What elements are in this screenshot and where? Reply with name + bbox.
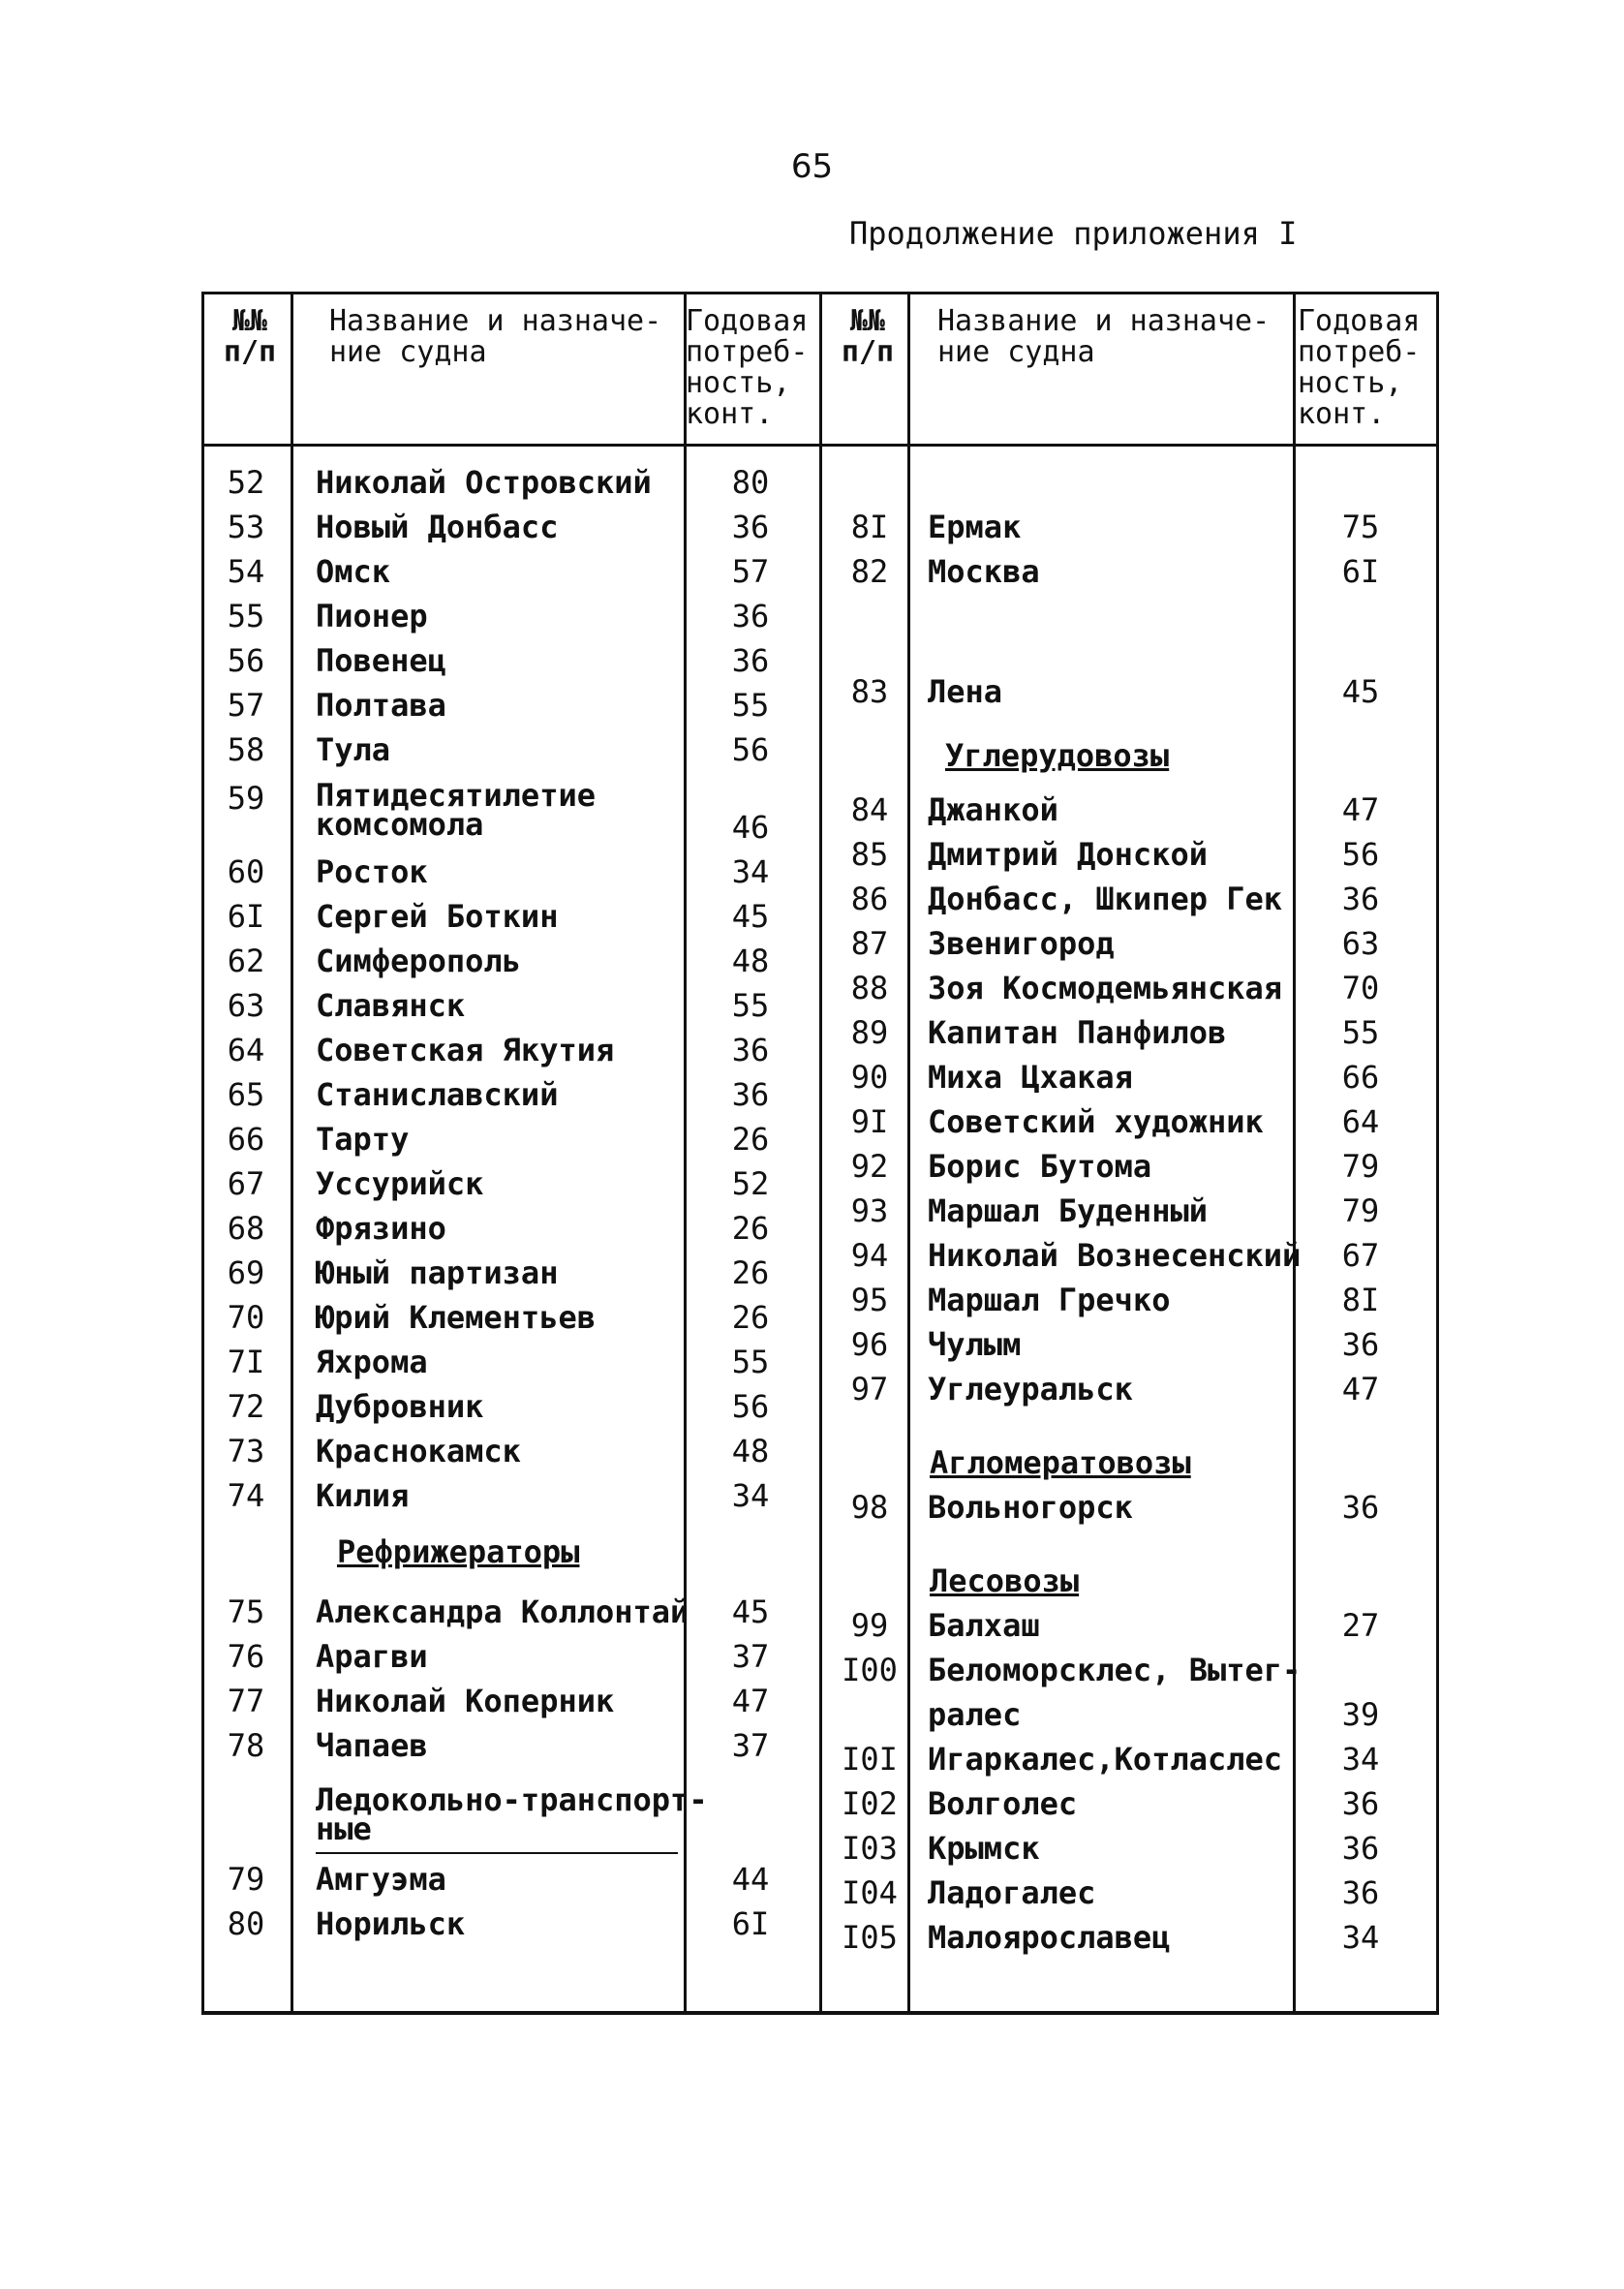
- header-need-left: Годовая потреб- ность, конт.: [686, 304, 809, 431]
- left-row-number: 75: [227, 1593, 265, 1630]
- right-row-annual-need: 39: [1341, 1696, 1380, 1733]
- right-row-annual-need: 27: [1341, 1607, 1380, 1644]
- left-row-annual-need: 56: [731, 731, 770, 768]
- column-divider: [819, 292, 822, 2015]
- left-row-number: 6I: [227, 898, 265, 935]
- left-row-annual-need: 55: [731, 987, 770, 1024]
- left-row-annual-need: 26: [731, 1254, 770, 1291]
- right-row-annual-need: 47: [1341, 791, 1380, 828]
- left-row-number: 62: [227, 943, 265, 979]
- left-row-annual-need: 52: [731, 1165, 770, 1202]
- right-row-annual-need: 79: [1341, 1148, 1380, 1185]
- right-row-number: 98: [850, 1489, 889, 1526]
- right-row-ship-name: Ермак: [928, 509, 1022, 545]
- left-row-ship-name: Фрязино: [316, 1210, 446, 1247]
- left-row-number: 76: [227, 1638, 265, 1675]
- left-row-ship-name: Сергей Боткин: [316, 898, 559, 935]
- left-row-number: 53: [227, 509, 265, 545]
- left-row-annual-need: 55: [731, 1344, 770, 1380]
- left-row-number: 77: [227, 1683, 265, 1719]
- left-row-ship-name: Александра Коллонтай: [316, 1593, 689, 1630]
- right-row-annual-need: 34: [1341, 1919, 1380, 1956]
- right-row-annual-need: 55: [1341, 1014, 1380, 1051]
- right-row-annual-need: 67: [1341, 1237, 1380, 1274]
- right-row-ship-name: ралес: [928, 1696, 1022, 1733]
- left-row-ship-name: Симферополь: [316, 943, 521, 979]
- right-row-annual-need: 36: [1341, 881, 1380, 917]
- right-row-ship-name: Москва: [928, 553, 1040, 590]
- right-row-number: 88: [850, 970, 889, 1006]
- left-row-ship-name: Полтава: [316, 687, 446, 724]
- right-row-ship-name: Лена: [928, 673, 1003, 710]
- right-row-number: 93: [850, 1192, 889, 1229]
- section-refrigerators: Рефрижераторы: [337, 1533, 580, 1570]
- left-row-ship-name: Советская Якутия: [316, 1032, 615, 1068]
- left-row-number: 59: [227, 780, 265, 817]
- right-row-number: 82: [850, 553, 889, 590]
- right-row-number: 96: [850, 1326, 889, 1363]
- left-row-number: 7I: [227, 1344, 265, 1380]
- right-row-annual-need: 79: [1341, 1192, 1380, 1229]
- left-row-annual-need: 37: [731, 1638, 770, 1675]
- right-row-ship-name: Николай Вознесенский: [928, 1237, 1302, 1274]
- left-row-number: 67: [227, 1165, 265, 1202]
- left-row-ship-name: Повенец: [316, 642, 446, 679]
- right-row-annual-need: 36: [1341, 1489, 1380, 1526]
- left-row-number: 74: [227, 1477, 265, 1514]
- right-row-annual-need: 75: [1341, 509, 1380, 545]
- left-row-annual-need: 45: [731, 1593, 770, 1630]
- left-row-ship-name: Арагви: [316, 1638, 428, 1675]
- header-divider: [201, 444, 1439, 447]
- left-row-ship-name: Тарту: [316, 1121, 410, 1158]
- left-row-annual-need: 48: [731, 1433, 770, 1469]
- left-row-annual-need: 46: [731, 809, 770, 846]
- left-row-annual-need: 6I: [731, 1905, 770, 1942]
- right-row-ship-name: Миха Цхакая: [928, 1059, 1133, 1096]
- right-row-number: I04: [842, 1874, 898, 1911]
- left-row-number: 78: [227, 1727, 265, 1764]
- left-row-number: 57: [227, 687, 265, 724]
- right-row-number: 95: [850, 1282, 889, 1318]
- left-row-number: 54: [227, 553, 265, 590]
- left-row-number: 73: [227, 1433, 265, 1469]
- right-row-ship-name: Волголес: [928, 1785, 1078, 1822]
- right-row-annual-need: 64: [1341, 1103, 1380, 1140]
- right-row-number: 84: [850, 791, 889, 828]
- left-row-ship-name: Норильск: [316, 1905, 466, 1942]
- left-row-number: 52: [227, 464, 265, 501]
- left-row-number: 69: [227, 1254, 265, 1291]
- left-row-number: 56: [227, 642, 265, 679]
- right-row-number: 90: [850, 1059, 889, 1096]
- left-row-number: 80: [227, 1905, 265, 1942]
- left-row-number: 60: [227, 853, 265, 890]
- section-underline: [316, 1852, 678, 1854]
- right-row-number: I0I: [842, 1741, 898, 1778]
- left-row-ship-name: Пионер: [316, 598, 428, 634]
- right-row-number: 87: [850, 925, 889, 962]
- right-row-ship-name: Джанкой: [928, 791, 1058, 828]
- left-row-number: 55: [227, 598, 265, 634]
- left-row-ship-name: Пятидесятилетие комсомола: [316, 777, 596, 843]
- right-row-annual-need: 36: [1341, 1830, 1380, 1867]
- header-num-right: №№ п/п: [841, 304, 895, 369]
- left-row-ship-name: Тула: [316, 731, 391, 768]
- right-row-number: 97: [850, 1371, 889, 1407]
- left-row-number: 65: [227, 1076, 265, 1113]
- left-row-number: 63: [227, 987, 265, 1024]
- right-row-annual-need: 47: [1341, 1371, 1380, 1407]
- left-row-number: 68: [227, 1210, 265, 1247]
- left-row-annual-need: 57: [731, 553, 770, 590]
- right-row-ship-name: Чулым: [928, 1326, 1022, 1363]
- section-icebreaking: Ледокольно-транспорт- ные: [316, 1781, 708, 1847]
- left-row-ship-name: Станиславский: [316, 1076, 559, 1113]
- right-row-number: I02: [842, 1785, 898, 1822]
- right-row-ship-name: Донбасс, Шкипер Гек: [928, 881, 1283, 917]
- right-row-annual-need: 56: [1341, 836, 1380, 873]
- left-row-number: 66: [227, 1121, 265, 1158]
- right-row-ship-name: Крымск: [928, 1830, 1040, 1867]
- header-name-right: Название и назначе- ние судна: [937, 304, 1271, 369]
- left-row-annual-need: 56: [731, 1388, 770, 1425]
- right-row-number: I03: [842, 1830, 898, 1867]
- section-timber: Лесовозы: [930, 1562, 1080, 1599]
- right-row-ship-name: Дмитрий Донской: [928, 836, 1208, 873]
- right-row-annual-need: 36: [1341, 1785, 1380, 1822]
- left-row-ship-name: Юный партизан: [316, 1254, 559, 1291]
- left-row-annual-need: 36: [731, 598, 770, 634]
- right-row-number: 86: [850, 881, 889, 917]
- column-divider: [684, 292, 687, 2015]
- continuation-caption: Продолжение приложения I: [849, 215, 1298, 252]
- right-row-ship-name: Зоя Космодемьянская: [928, 970, 1283, 1006]
- right-row-ship-name: Ладогалес: [928, 1874, 1096, 1911]
- right-row-number: 83: [850, 673, 889, 710]
- left-row-annual-need: 36: [731, 1076, 770, 1113]
- right-row-number: 92: [850, 1148, 889, 1185]
- left-row-annual-need: 26: [731, 1299, 770, 1336]
- right-row-annual-need: 45: [1341, 673, 1380, 710]
- column-divider: [1293, 292, 1296, 2015]
- left-row-ship-name: Николай Островский: [316, 464, 652, 501]
- right-row-annual-need: 66: [1341, 1059, 1380, 1096]
- right-row-number: 85: [850, 836, 889, 873]
- right-row-ship-name: Балхаш: [928, 1607, 1040, 1644]
- section-coal-ore: Углерудовозы: [945, 737, 1170, 774]
- right-row-ship-name: Беломорсклес, Вытег-: [928, 1652, 1302, 1688]
- left-row-number: 64: [227, 1032, 265, 1068]
- right-row-ship-name: Капитан Панфилов: [928, 1014, 1227, 1051]
- right-row-ship-name: Игаркалес,Котласлес: [928, 1741, 1283, 1778]
- left-row-ship-name: Юрий Клементьев: [316, 1299, 596, 1336]
- page-number: 65: [790, 147, 834, 186]
- right-row-ship-name: Маршал Гречко: [928, 1282, 1171, 1318]
- left-row-number: 72: [227, 1388, 265, 1425]
- left-row-annual-need: 80: [731, 464, 770, 501]
- right-row-annual-need: 8I: [1341, 1282, 1380, 1318]
- right-row-ship-name: Советский художник: [928, 1103, 1264, 1140]
- left-row-ship-name: Росток: [316, 853, 428, 890]
- left-row-ship-name: Дубровник: [316, 1388, 484, 1425]
- left-row-ship-name: Новый Донбасс: [316, 509, 559, 545]
- header-need-right: Годовая потреб- ность, конт.: [1298, 304, 1421, 431]
- left-row-number: 70: [227, 1299, 265, 1336]
- right-row-number: 9I: [850, 1103, 889, 1140]
- left-row-ship-name: Краснокамск: [316, 1433, 521, 1469]
- left-row-ship-name: Амгуэма: [316, 1861, 446, 1898]
- left-row-ship-name: Килия: [316, 1477, 410, 1514]
- left-row-annual-need: 26: [731, 1121, 770, 1158]
- right-row-ship-name: Борис Бутома: [928, 1148, 1152, 1185]
- header-name-left: Название и назначе- ние судна: [329, 304, 662, 369]
- left-row-annual-need: 55: [731, 687, 770, 724]
- right-row-annual-need: 36: [1341, 1874, 1380, 1911]
- right-row-number: 89: [850, 1014, 889, 1051]
- left-row-annual-need: 44: [731, 1861, 770, 1898]
- right-row-ship-name: Малоярославец: [928, 1919, 1171, 1956]
- right-row-ship-name: Углеуральск: [928, 1371, 1133, 1407]
- right-row-annual-need: 34: [1341, 1741, 1380, 1778]
- right-row-ship-name: Маршал Буденный: [928, 1192, 1208, 1229]
- left-row-ship-name: Омск: [316, 553, 391, 590]
- right-row-ship-name: Звенигород: [928, 925, 1115, 962]
- right-row-annual-need: 36: [1341, 1326, 1380, 1363]
- left-row-ship-name: Яхрома: [316, 1344, 428, 1380]
- left-row-annual-need: 34: [731, 853, 770, 890]
- left-row-annual-need: 37: [731, 1727, 770, 1764]
- right-row-number: 99: [850, 1607, 889, 1644]
- right-row-annual-need: 70: [1341, 970, 1380, 1006]
- left-row-annual-need: 34: [731, 1477, 770, 1514]
- right-row-annual-need: 6I: [1341, 553, 1380, 590]
- header-num-left: №№ п/п: [223, 304, 277, 369]
- right-row-number: I00: [842, 1652, 898, 1688]
- right-row-number: I05: [842, 1919, 898, 1956]
- left-row-annual-need: 36: [731, 642, 770, 679]
- right-row-annual-need: 63: [1341, 925, 1380, 962]
- left-row-ship-name: Славянск: [316, 987, 466, 1024]
- left-row-annual-need: 26: [731, 1210, 770, 1247]
- left-row-ship-name: Николай Коперник: [316, 1683, 615, 1719]
- column-divider: [291, 292, 293, 2015]
- left-row-annual-need: 36: [731, 1032, 770, 1068]
- left-row-annual-need: 36: [731, 509, 770, 545]
- left-row-annual-need: 47: [731, 1683, 770, 1719]
- right-row-number: 94: [850, 1237, 889, 1274]
- right-row-number: 8I: [850, 509, 889, 545]
- left-row-ship-name: Чапаев: [316, 1727, 428, 1764]
- left-row-annual-need: 48: [731, 943, 770, 979]
- section-agglomerate: Агломератовозы: [930, 1444, 1191, 1481]
- right-row-ship-name: Вольногорск: [928, 1489, 1133, 1526]
- left-row-number: 58: [227, 731, 265, 768]
- left-row-annual-need: 45: [731, 898, 770, 935]
- left-row-ship-name: Уссурийск: [316, 1165, 484, 1202]
- left-row-number: 79: [227, 1861, 265, 1898]
